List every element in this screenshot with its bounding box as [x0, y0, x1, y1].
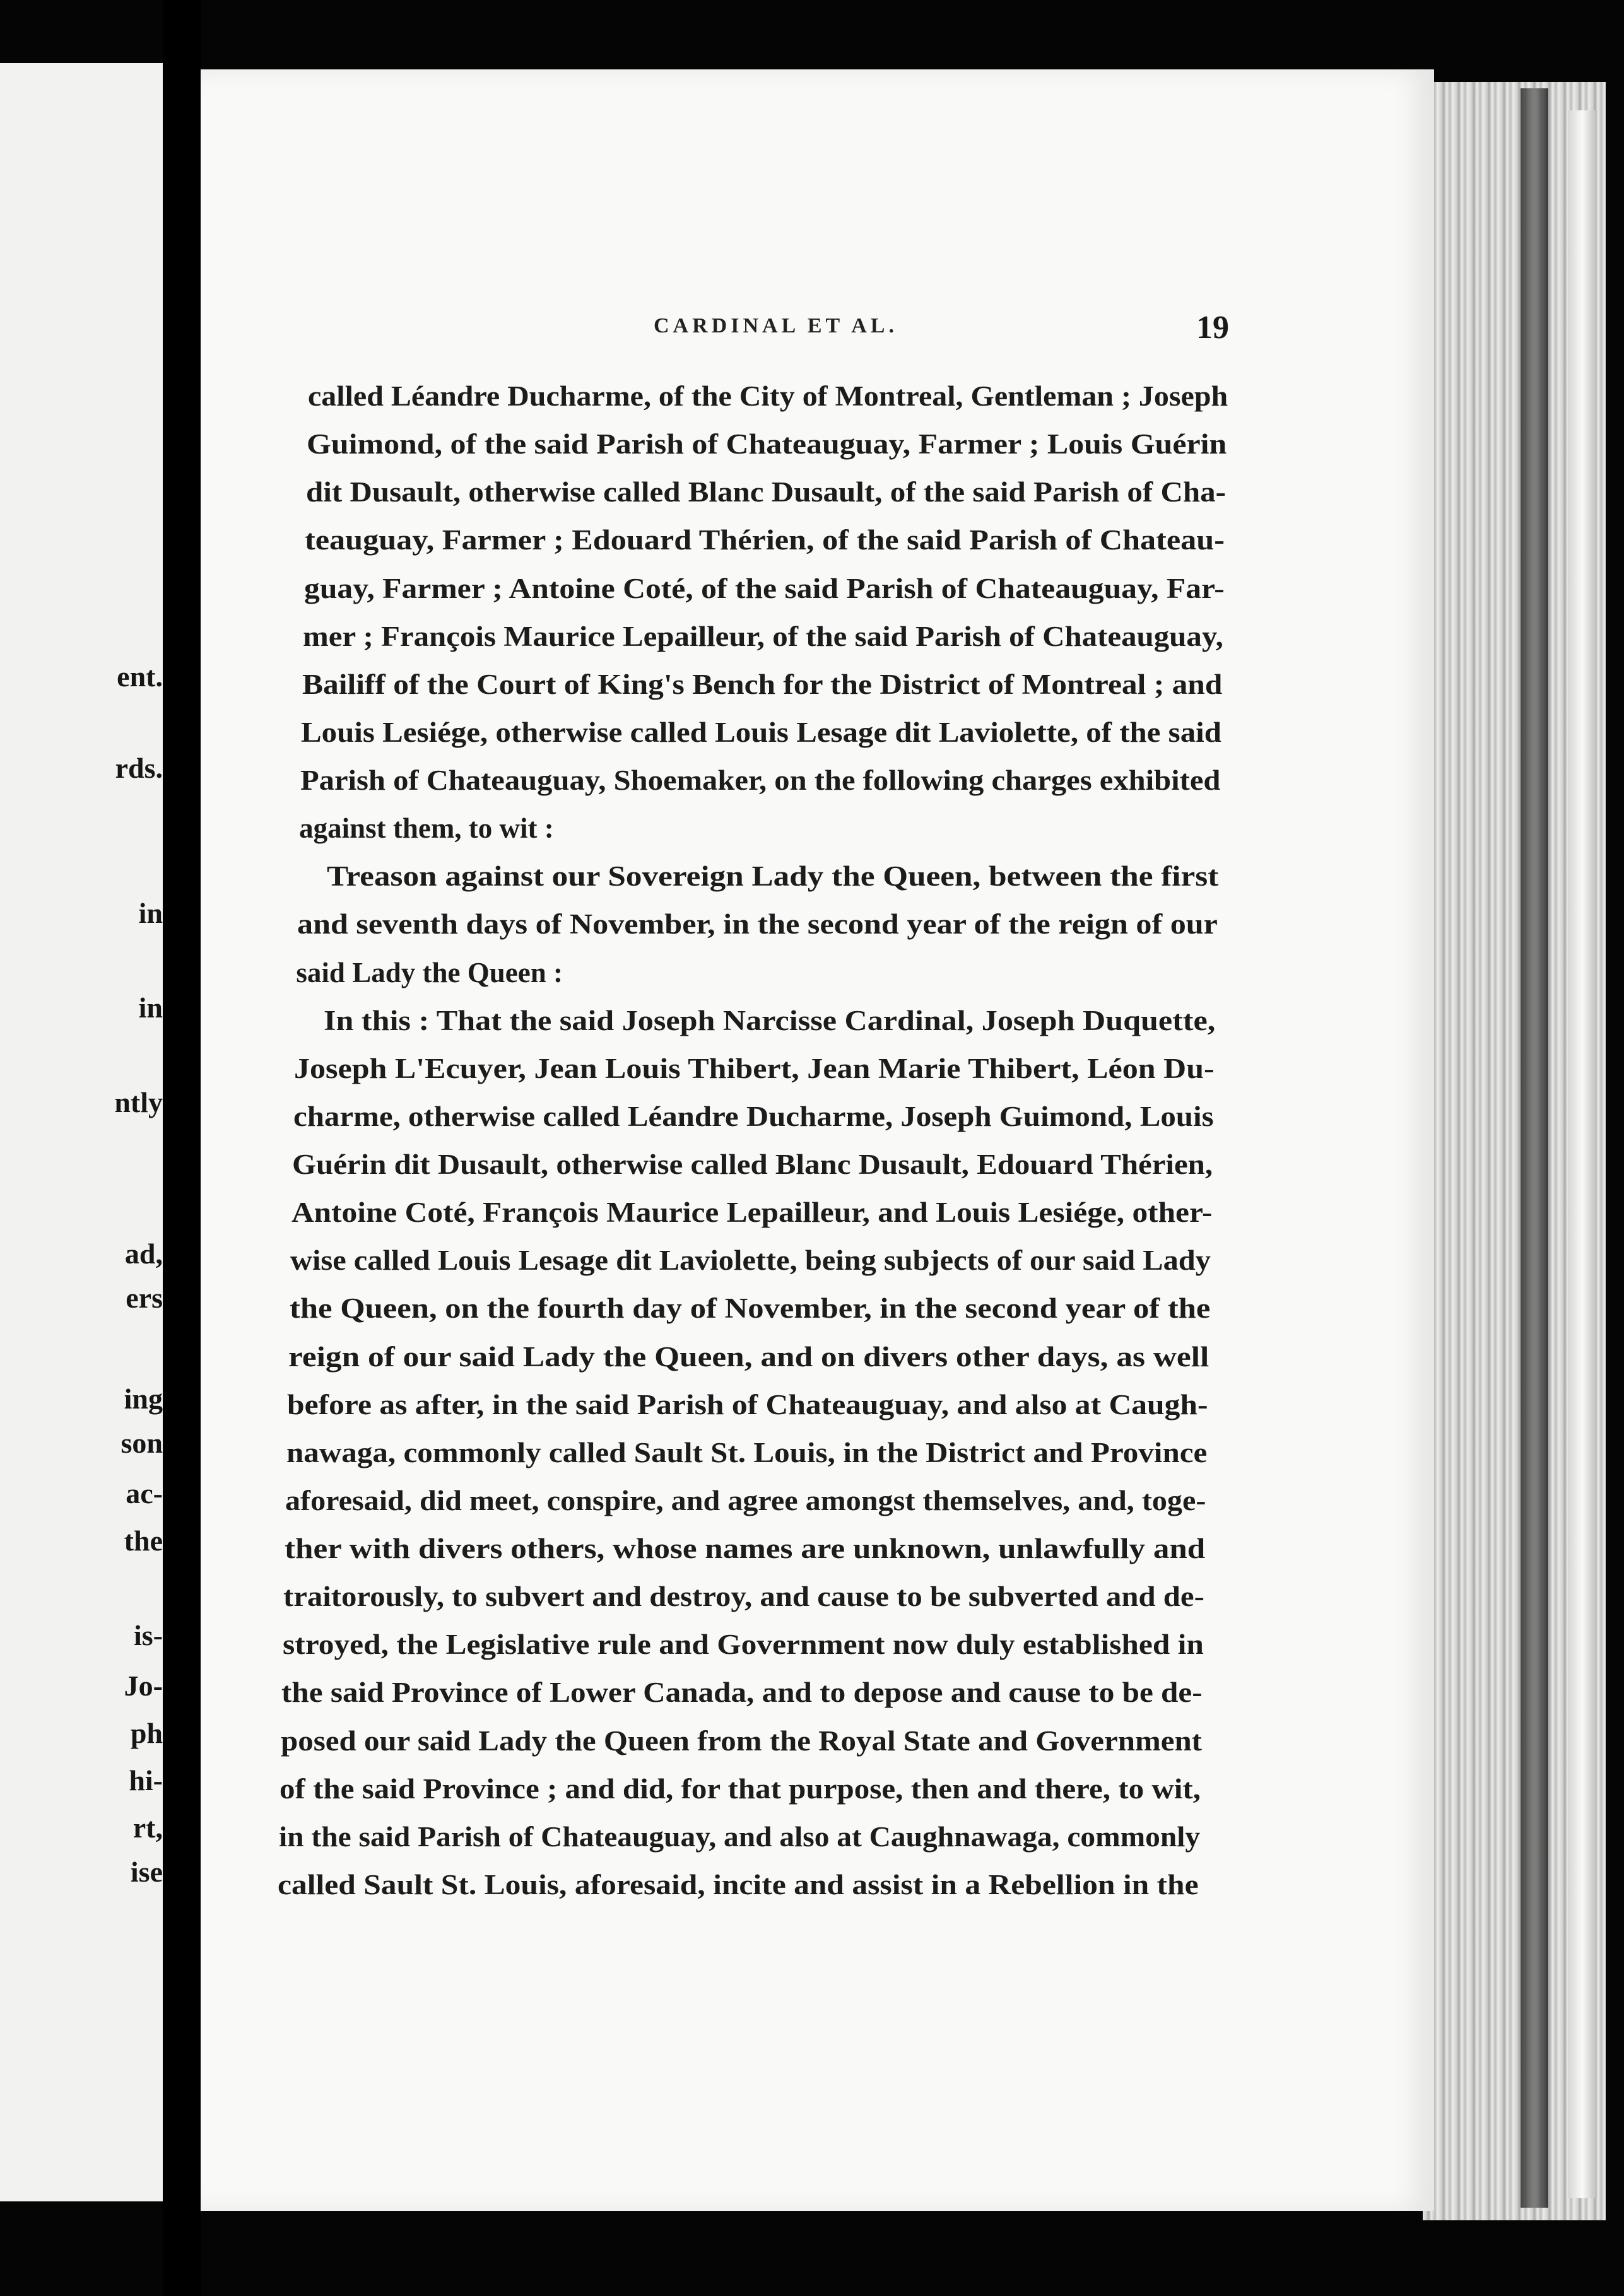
left-page-fragment: rt,: [132, 1812, 163, 1844]
fore-edge-highlight: [1568, 110, 1597, 2198]
book-gutter: [163, 0, 201, 2296]
left-page-fragment: is-: [134, 1619, 163, 1651]
text-line: mer ; François Maurice Lepailleur, of the said Parish of Chateauguay,: [303, 620, 1224, 652]
left-page-fragment: rds.: [115, 752, 163, 784]
left-page-fragment: ers: [126, 1282, 163, 1314]
text-line: before as after, in the said Parish of Chateauguay, and also at Caugh-: [287, 1388, 1208, 1420]
left-page-fragment: ntly: [114, 1086, 163, 1118]
text-line: dit Dusault, otherwise called Blanc Dusault, of the said Parish of Cha-: [305, 476, 1226, 508]
left-page-fragment: ise: [130, 1856, 163, 1888]
text-line: against them, to wit :: [299, 812, 554, 845]
left-page-fragment: in: [138, 897, 163, 929]
left-page-fragment: Jo-: [124, 1670, 163, 1702]
text-line: Guérin dit Dusault, otherwise called Blanc Dusault, Edouard Thérien,: [292, 1149, 1213, 1181]
text-line: stroyed, the Legislative rule and Government now duly established in: [282, 1629, 1204, 1661]
text-line: Antoine Coté, François Maurice Lepailleur, and Louis Lesiége, other-: [291, 1197, 1213, 1229]
text-line: Louis Lesiége, otherwise called Louis Lesage dit Laviolette, of the said: [301, 716, 1222, 748]
text-line: In this : That the said Joseph Narcisse Cardinal, Joseph Duquette,: [323, 1004, 1216, 1036]
text-line: reign of our said Lady the Queen, and on divers other days, as well: [288, 1340, 1209, 1373]
text-line: guay, Farmer ; Antoine Coté, of the said Parish of Chateauguay, Far-: [303, 572, 1225, 604]
left-page: [0, 63, 163, 2201]
text-line: Joseph L'Ecuyer, Jean Louis Thibert, Jean Marie Thibert, Léon Du-: [294, 1052, 1215, 1084]
page-number: 19: [1196, 310, 1229, 346]
text-line: traitorously, to subvert and destroy, and cause to be subverted and de-: [283, 1581, 1205, 1613]
text-line: Bailiff of the Court of King's Bench for the District of Montreal ; and: [302, 668, 1223, 700]
left-page-fragment: ent.: [117, 660, 163, 693]
text-line: called Sault St. Louis, aforesaid, incite and assist in a Rebellion in the: [278, 1869, 1199, 1901]
text-line: called Léandre Ducharme, of the City of Montreal, Gentleman ; Joseph: [308, 380, 1228, 412]
text-line: of the said Province ; and did, for that purpose, then and there, to wit,: [279, 1772, 1201, 1805]
text-line: said Lady the Queen :: [296, 956, 563, 988]
text-line: aforesaid, did meet, conspire, and agree amongst themselves, and, toge-: [285, 1484, 1206, 1516]
left-page-fragment: son: [121, 1427, 163, 1459]
running-head: CARDINAL ET AL.: [654, 314, 898, 337]
text-line: ther with divers others, whose names are unknown, unlawfully and: [284, 1533, 1206, 1565]
left-page-fragment: hi-: [129, 1764, 163, 1796]
text-line: and seventh days of November, in the second year of the reign of our: [297, 908, 1218, 940]
left-page-fragment: ing: [124, 1383, 163, 1415]
left-page-fragment: in: [138, 992, 163, 1024]
left-page-fragment: ac-: [126, 1477, 163, 1509]
left-page-fragment: ph: [130, 1717, 163, 1749]
text-line: teauguay, Farmer ; Edouard Thérien, of the said Parish of Chateau-: [305, 524, 1225, 556]
text-line: wise called Louis Lesage dit Laviolette, being subjects of our said Lady: [290, 1245, 1211, 1277]
left-page-fragment: the: [124, 1525, 163, 1557]
text-line: in the said Parish of Chateauguay, and also at Caughnawaga, commonly: [278, 1820, 1200, 1853]
text-line: nawaga, commonly called Sault St. Louis, in the District and Province: [286, 1436, 1208, 1468]
text-line: charme, otherwise called Léandre Ducharme, Joseph Guimond, Louis: [293, 1100, 1214, 1132]
fore-edge-shadow: [1521, 88, 1548, 2208]
text-line: Parish of Chateauguay, Shoemaker, on the following charges exhibited: [300, 764, 1221, 797]
text-line: the Queen, on the fourth day of November, in the second year of the: [289, 1292, 1210, 1325]
text-line: Treason against our Sovereign Lady the Queen, between the first: [326, 860, 1218, 893]
text-line: Guimond, of the said Parish of Chateauguay, Farmer ; Louis Guérin: [307, 428, 1227, 460]
left-page-fragment: ad,: [124, 1238, 163, 1270]
text-line: posed our said Lady the Queen from the Royal State and Government: [280, 1725, 1202, 1757]
text-line: the said Province of Lower Canada, and to depose and cause to be de-: [281, 1677, 1203, 1709]
